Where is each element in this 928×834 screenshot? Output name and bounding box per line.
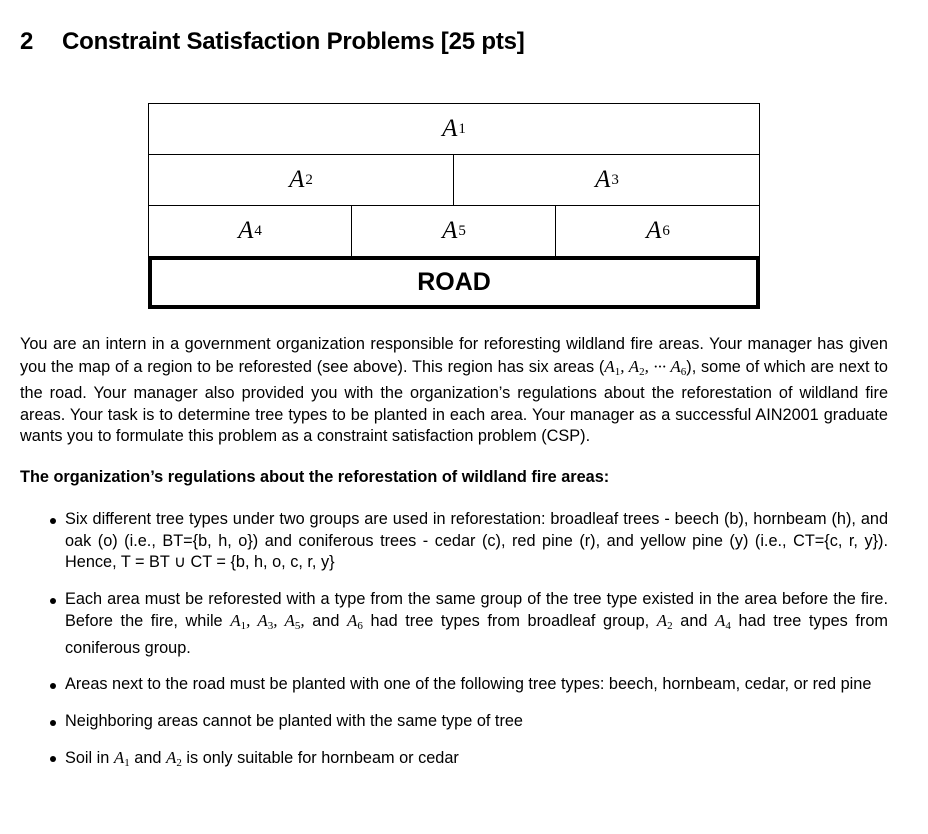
section-heading [20, 28, 525, 56]
list-item: Areas next to the road must be planted with one of the following tree types: beech, hornbeam, cedar, or red pine [20, 674, 888, 696]
bullet-icon [50, 683, 56, 689]
list-item: Neighboring areas cannot be planted with the same type of tree [20, 711, 888, 733]
bullet-icon [50, 756, 56, 762]
map-border-right [759, 103, 760, 257]
bullet-icon [50, 720, 56, 726]
intro-paragraph: You are an intern in a government organization responsible for reforesting wildland fire areas. Your manager has given you the map of a region to be reforested (see above). This region has six areas ($A_1$, $A_2$, ··· $A_6$), some of which are next to the road. Your manager also provided you with the organization’s regulations about the reforestation of wildland fire areas. Your task is to determine tree types to be planted in each area. Your manager as a successful AIN2001 graduate wants you to formulate this problem as a constraint satisfaction problem (CSP). [20, 335, 888, 445]
map-col-divider [555, 205, 556, 257]
area-a6: A 6 [556, 205, 760, 257]
region-map [148, 103, 760, 309]
list-item: Each area must be reforested with a type from the same group of the tree type existed in the area before the fire. Before the fire, while $A_1$, $A_3$, $A_5$, and $A_6$ had tree types from broadleaf group, $A_2$ and $A_4$ had tree types from coniferous group. [20, 589, 888, 660]
regulations-list [20, 509, 888, 790]
area-a5: A 5 [352, 205, 556, 257]
area-a4: A 4 [148, 205, 352, 257]
list-item: Six different tree types under two groups are used in reforestation: broadleaf trees - beech (b), hornbeam (h), and oak (o) (i.e., BT={b, h, o}) and coniferous trees - cedar (c), red pine (r), and yellow pine (y) (i.e., CT={c, r, y}). Hence, T = BT ∪ CT = {b, h, o, c, r, y} [20, 509, 888, 574]
list-item: Soil in $A_1$ and $A_2$ is only suitable for hornbeam or cedar [20, 747, 888, 775]
road: ROAD [148, 256, 760, 309]
map-row-divider [148, 205, 760, 206]
area-a1: A 1 [148, 103, 760, 155]
regulations-heading: The organization’s regulations about the reforestation of wildland fire areas: [20, 468, 610, 486]
area-list-math: $A_1$, $A_2$, ··· $A_6$ [604, 356, 687, 378]
area-a2: A 2 [148, 154, 454, 206]
area-a3: A 3 [454, 154, 760, 206]
bullet-icon [50, 518, 56, 524]
map-col-divider [453, 154, 454, 206]
map-border-top [148, 103, 760, 104]
map-col-divider [351, 205, 352, 257]
map-border-left [148, 103, 149, 257]
section-number: 2 [20, 28, 34, 55]
section-title: Constraint Satisfaction Problems [25 pts] [62, 28, 525, 55]
bullet-icon [50, 598, 56, 604]
map-row-divider [148, 154, 760, 155]
